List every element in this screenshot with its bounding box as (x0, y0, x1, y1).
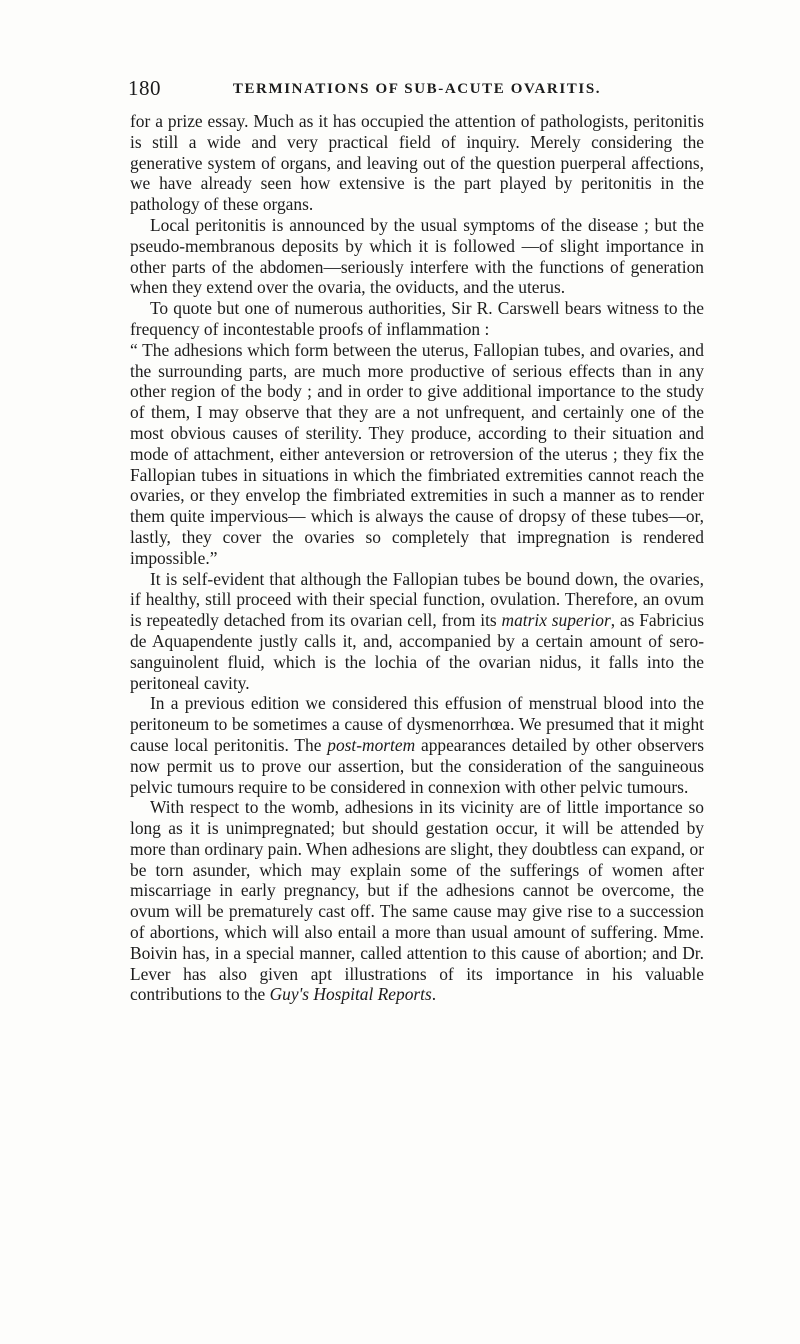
paragraph-carswell-quote: “ The adhesions which form between the uterus, Fallopian tubes, and ovaries, and the surrounding parts, are much more productive of serious effects than in any other region of the body ; and in order to give additional importance to the study of them, I may observe that they are a not unfrequent, and certainly one of the most obvious causes of sterility. They produce, according to their situation and mode of attachment, either anteversion or retroversion of the uterus ; they fix the Fallopian tubes in situations in which the fimbriated extremities cannot reach the ovaries, or they envelop the fimbriated extremities in such a manner as to render them quite impervious— which is always the cause of dropsy of these tubes—or, lastly, they cover the ovaries so completely that impregnation is rendered impossible.” (130, 339, 704, 568)
paragraph-previous-edition (130, 693, 704, 797)
italic-term: post-mortem (327, 734, 416, 755)
running-head (128, 76, 706, 106)
paragraph-text: It is self-evident that although the Fallopian tubes be bound down, the ovaries, if healthy, still proceed with their special function, ovulation. Therefore, an ovum is repeatedly detached from its ovarian cell, from its (130, 568, 704, 631)
paragraph-ovulation (130, 569, 704, 694)
paragraph-local-peritonitis: Local peritonitis is announced by the usual symptoms of the disease ; but the pseudo-membranous deposits by which it is followed —of slight importance in other parts of the abdomen—seriously interfere with the functions of generation when they extend over the ovaria, the oviducts, and the uterus. (130, 214, 704, 298)
paragraph-text: . (431, 984, 437, 1005)
paragraph-text: appearances detailed by other observers now permit us to prove our assertion, but the consideration of the sanguineous pelvic tumours require to be considered in connexion with other pelvic tumours. (130, 734, 704, 797)
italic-title: Guy's Hospital Reports (269, 984, 432, 1005)
paragraph-text: , as Fabricius de Aquapendente justly calls it, and, accompanied by a certain amount of sero-sanguinolent fluid, which is the lochia of the ovarian nidus, it falls into the peritoneal cavity. (130, 610, 704, 693)
italic-term: matrix superior (501, 610, 611, 631)
paragraph-text: In a previous edition we considered this effusion of menstrual blood into the peritoneum to be sometimes a cause of dysmenorrhœa. We presumed that it might cause local peritonitis. The (130, 693, 704, 755)
page-number: 180 (128, 76, 161, 100)
paragraph-text: With respect to the womb, adhesions in its vicinity are of little importance so long as it is unimpregnated; but should gestation occur, it will be attended by more than ordinary pain. When adhesions are slight, they doubtless can expand, or be torn asunder, which may explain some of the sufferings of women after miscarriage in early pregnancy, but if the adhesions cannot be overcome, the ovum will be prematurely cast off. The same cause may give rise to a succession of abortions, which will also entail a more than usual amount of suffering. Mme. Boivin has, in a special manner, called attention to this cause of abortion; and Dr. Lever has also given apt illustrations of its importance in his valuable contributions to the (130, 797, 704, 1005)
body-text (130, 111, 704, 1005)
paragraph-continuation: for a prize essay. Much as it has occupied the attention of pathologists, peritonitis is still a wide and very practical field of inquiry. Merely considering the generative system of organs, and leaving out of the question puerperal affections, we have already seen how extensive is the part played by peritonitis in the pathology of these organs. (130, 111, 704, 215)
running-title: TERMINATIONS OF SUB-ACUTE OVARITIS. (232, 81, 602, 97)
paragraph-womb-adhesions (130, 797, 704, 1005)
paragraph-carswell-intro: To quote but one of numerous authorities, Sir R. Carswell bears witness to the frequency of incontestable proofs of inflammation : (130, 298, 704, 339)
